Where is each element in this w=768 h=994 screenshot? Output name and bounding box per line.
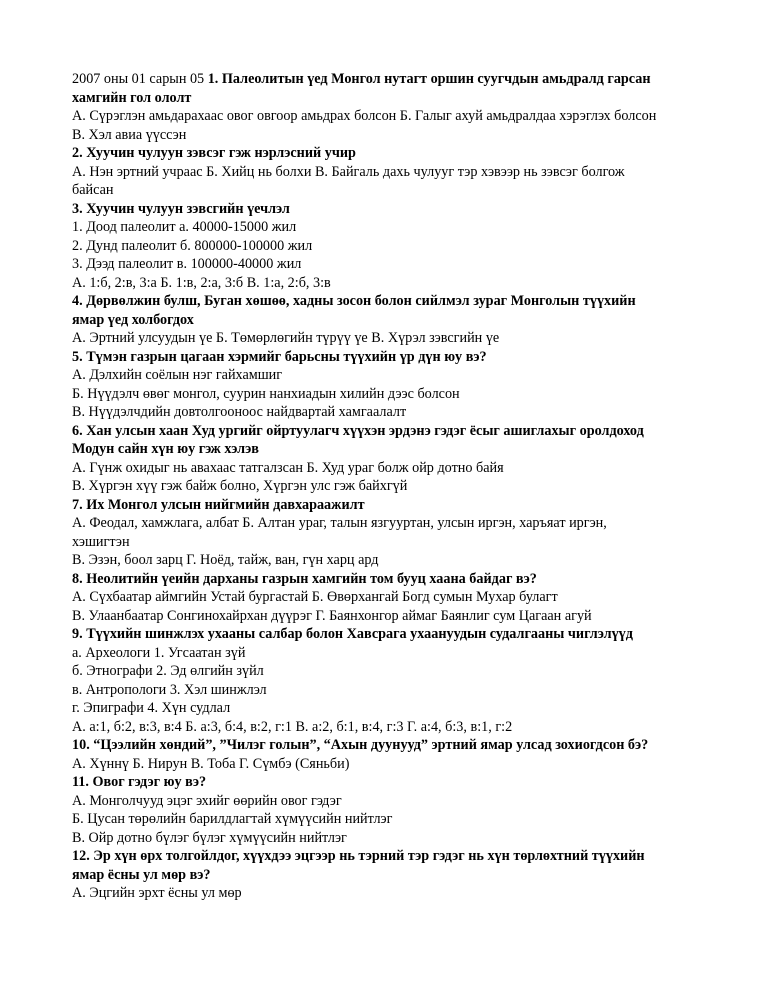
q12-ans: [72, 884, 702, 903]
q6-ans-b-text: В. Хүргэн хүү гэж байж болно, Хүргэн улс гэж байхгүй: [72, 478, 408, 494]
q9-row1: [72, 644, 702, 663]
q5-title: [72, 348, 702, 367]
q7-ans-b: [72, 533, 702, 552]
q9-row1-text: а. Археологи 1. Угсаатан зүй: [72, 644, 246, 661]
q5-title-text: 5. Түмэн газрын цагаан хэрмийг барьсны түүхийн үр дүн юу вэ?: [72, 348, 487, 365]
q5-ans-a: [72, 366, 702, 385]
q1-ans-a: [72, 107, 702, 126]
q2-ans-b-text: байсан: [72, 182, 114, 198]
q7-ans-c-text: В. Эзэн, боол зарц Г. Ноёд, тайж, ван, гүн харц ард: [72, 552, 379, 568]
q11-ans-a-text: А. Монголчууд эцэг эхийг өөрийн овог гэдэг: [72, 792, 342, 809]
q6-title-a: [72, 422, 702, 441]
q12-title-a-text: 12. Эр хүн өрх толгойлдог, хүүхдээ эцгээр нь тэрний тэр гэдэг нь хүн төрлөхтний түүхийн: [72, 848, 645, 864]
q7-ans-a: [72, 514, 702, 533]
q9-title-text: 9. Түүхийн шинжлэх ухааны салбар болон Хавсрага ухаануудын судалгааны чиглэлүүд: [72, 626, 633, 642]
q6-ans-a-text: А. Гүнж охидыг нь авахаас татгалзсан Б. Худ ураг болж ойр дотно байя: [72, 459, 504, 476]
q11-ans-a: [72, 792, 702, 811]
q10-ans-text: А. Хүннү Б. Нирун В. Тоба Г. Сүмбэ (Сяньби): [72, 755, 350, 772]
q6-title-a-text: 6. Хан улсын хаан Худ ургийг ойртуулагч хүүхэн эрдэнэ гэдэг ёсыг ашиглахыг оролдоход: [72, 422, 644, 439]
q2-ans-b: [72, 181, 702, 200]
q11-ans-b: [72, 810, 702, 829]
q8-title: [72, 570, 702, 589]
q11-title: [72, 773, 702, 792]
q11-ans-b-text: Б. Цусан төрөлийн барилдлагтай хүмүүсийн нийтлэг: [72, 811, 393, 827]
document-page: [72, 70, 702, 903]
q10-ans: [72, 755, 702, 774]
q1-title-b-text: хамгийн гол ололт: [72, 89, 192, 106]
q12-ans-text: А. Эцгийн эрхт ёсны ул мөр: [72, 885, 242, 901]
q1-ans-a-text: А. Сүрэглэн амьдарахаас овог овгоор амьдрах болсон Б. Галыг ахуй амьдралдаа хэрэглэх болсон: [72, 108, 657, 124]
q11-ans-c: [72, 829, 702, 848]
q5-ans-c-text: В. Нүүдэлчдийн довтолгооноос найдвартай хамгаалалт: [72, 404, 407, 420]
q8-title-text: 8. Неолитийн үеийн дарханы газрын хамгийн том бууц хаана байдаг вэ?: [72, 570, 537, 587]
q9-row2: [72, 662, 702, 681]
q5-ans-c: [72, 403, 702, 422]
q5-ans-b: [72, 385, 702, 404]
q9-row2-text: б. Этнографи 2. Эд өлгийн зүйл: [72, 663, 264, 679]
q1-ans-b: [72, 126, 702, 145]
q4-ans: [72, 329, 702, 348]
q3-ans-text: А. 1:б, 2:в, 3:а Б. 1:в, 2:а, 3:б В. 1:а, 2:б, 3:в: [72, 274, 331, 291]
q2-title: [72, 144, 702, 163]
q6-title-b: [72, 440, 702, 459]
document-date: 2007 оны 01 сарын 05: [72, 71, 208, 87]
q11-title-text: 11. Овог гэдэг юу вэ?: [72, 774, 207, 790]
q8-ans-b-text: В. Улаанбаатар Сонгинохайрхан дүүрэг Г. Баянхонгор аймаг Баянлиг сум Цагаан агуй: [72, 607, 592, 624]
q3-row1: [72, 218, 702, 237]
q3-row3: [72, 255, 702, 274]
q8-ans-a-text: А. Сүхбаатар аймгийн Устай бургастай Б. Өвөрхангай Богд сумын Мухар булагт: [72, 589, 558, 605]
q8-ans-a: [72, 588, 702, 607]
q9-ans: [72, 718, 702, 737]
q2-ans-a-text: А. Нэн эртний учраас Б. Хийц нь болхи В. Байгаль дахь чулууг тэр хэвээр нь зэвсэг болгож: [72, 163, 625, 180]
q7-title: [72, 496, 702, 515]
q1-title-a: [72, 70, 702, 89]
q5-ans-a-text: А. Дэлхийн соёлын нэг гайхамшиг: [72, 367, 283, 383]
q9-ans-text: А. а:1, б:2, в:3, в:4 Б. а:3, б:4, в:2, г:1 В. а:2, б:1, в:4, г:3 Г. а:4, б:3, в:1, г:2: [72, 718, 513, 735]
q6-ans-a: [72, 459, 702, 478]
q3-title-text: 3. Хуучин чулуун зэвсгийн үечлэл: [72, 200, 290, 217]
q3-row1-text: 1. Доод палеолит а. 40000-15000 жил: [72, 219, 297, 235]
q9-row4: [72, 699, 702, 718]
q3-title: [72, 200, 702, 219]
q3-row2-text: 2. Дунд палеолит б. 800000-100000 жил: [72, 237, 313, 254]
q6-ans-b: [72, 477, 702, 496]
q9-row3: [72, 681, 702, 700]
q12-title-b-text: ямар ёсны ул мөр вэ?: [72, 866, 211, 883]
q4-title-b-text: ямар үед холбогдох: [72, 311, 194, 328]
q10-title-text: 10. “Цээлийн хөндий”, ”Чилэг голын”, “Ахын дуунууд” эртний ямар улсад зохиогдсон бэ?: [72, 737, 649, 753]
q1-title-b: [72, 89, 702, 108]
q9-row4-text: г. Эпиграфи 4. Хүн судлал: [72, 700, 231, 716]
q5-ans-b-text: Б. Нүүдэлч өвөг монгол, суурин нанхиадын хилийн дээс болсон: [72, 385, 460, 402]
q9-title: [72, 625, 702, 644]
q4-title-a: [72, 292, 702, 311]
q8-ans-b: [72, 607, 702, 626]
q7-ans-c: [72, 551, 702, 570]
q2-ans-a: [72, 163, 702, 182]
q4-title-b: [72, 311, 702, 330]
q7-ans-a-text: А. Феодал, хамжлага, албат Б. Алтан ураг, талын язгууртан, улсын иргэн, харъяат иргэн,: [72, 515, 607, 531]
q1-title-a-text: 1. Палеолитын үед Монгол нутагт оршин суугчдын амьдралд гарсан: [207, 71, 651, 87]
q11-ans-c-text: В. Ойр дотно бүлэг бүлэг хүмүүсийн нийтлэг: [72, 829, 347, 846]
q4-title-a-text: 4. Дөрвөлжин булш, Буган хөшөө, хадны зосон болон сийлмэл зураг Монголын түүхийн: [72, 293, 636, 309]
q12-title-b: [72, 866, 702, 885]
q3-ans: [72, 274, 702, 293]
q3-row2: [72, 237, 702, 256]
q9-row3-text: в. Антропологи 3. Хэл шинжлэл: [72, 681, 267, 698]
q1-ans-b-text: В. Хэл авиа үүссэн: [72, 126, 187, 143]
q10-title: [72, 736, 702, 755]
q7-title-text: 7. Их Монгол улсын нийгмийн давхараажилт: [72, 496, 365, 513]
q3-row3-text: 3. Дээд палеолит в. 100000-40000 жил: [72, 256, 302, 272]
q6-title-b-text: Модун сайн хүн юу гэж хэлэв: [72, 441, 259, 457]
q7-ans-b-text: хэшигтэн: [72, 533, 130, 550]
q12-title-a: [72, 847, 702, 866]
q4-ans-text: А. Эртний улсуудын үе Б. Төмөрлөгийн түрүү үе В. Хүрэл зэвсгийн үе: [72, 330, 500, 346]
q2-title-text: 2. Хуучин чулуун зэвсэг гэж нэрлэсний учир: [72, 145, 356, 161]
